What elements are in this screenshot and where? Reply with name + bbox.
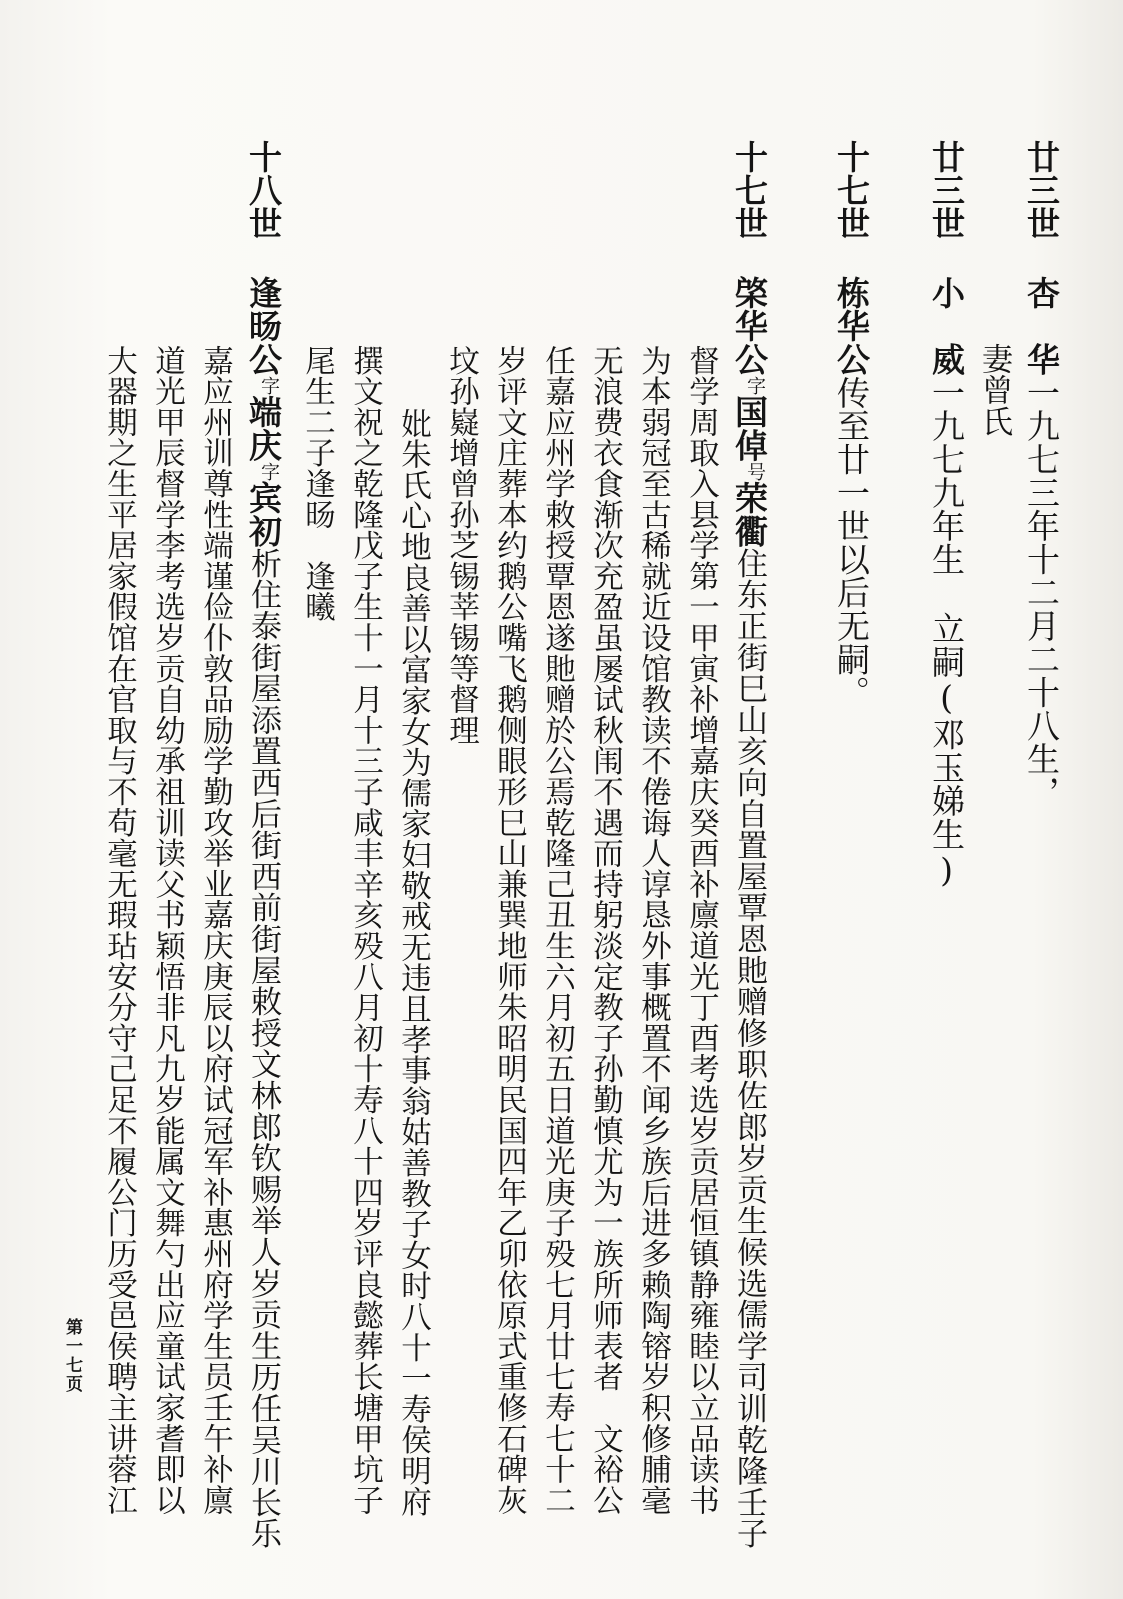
entry-4-art-name: 荣衢 (730, 481, 769, 548)
entry-5-column-4 (101, 345, 137, 1516)
entry-4-line-10: 尾生二子逢旸 逢曦 (299, 345, 335, 623)
entry-5-column-2 (197, 345, 233, 1516)
entry-3-column (832, 140, 871, 709)
entry-5-generation: 十八世 (244, 140, 283, 240)
entry-4-column-1 (730, 140, 769, 1550)
entry-5-line-1: 析住泰街屋添置西后街西前街屋敕授文林郎钦赐举人岁贡生历任吴川长乐 (245, 547, 281, 1550)
entry-4-line-5: 任嘉应州学敕授覃恩遂貤赠於公焉乾隆己丑生六月初五日道光庚子殁七月廿七寿七十二 (539, 345, 575, 1516)
entry-4-courtesy-name: 国倬 (730, 395, 769, 462)
entry-5-hao-label: 字 (258, 461, 280, 482)
entry-4-column-3 (635, 345, 671, 1516)
entry-4-name: 棨华公 (730, 275, 769, 376)
entry-1-wife: 妻曾氏 (976, 343, 1012, 437)
page-number: 第一七页 (62, 1318, 82, 1394)
entry-5-line-3: 道光甲辰督学李考选岁贡自幼承祖训读父书颖悟非凡九岁能属文舞勺出应童试家耆即以 (149, 345, 185, 1516)
entry-4-hao-label: 号 (744, 461, 766, 482)
entry-4-line-2: 督学周取入县学第一甲寅补增嘉庆癸酉补廪道光丁酉考选岁贡居恒镇静雍睦以立品读书 (683, 345, 719, 1516)
entry-4-column-9 (347, 345, 383, 1516)
entry-3-generation: 十七世 (832, 140, 871, 240)
entry-2-name: 小 威 (927, 275, 966, 376)
entry-4-line-7: 坟孙嶷增曾孙芝锡莘锡等督理 (443, 345, 479, 746)
entry-2-column (927, 140, 966, 891)
entry-5-courtesy-name: 端庆 (244, 395, 283, 462)
entry-5-column-3 (149, 345, 185, 1516)
entry-5-column-1 (244, 140, 283, 1550)
entry-5-zi-label: 字 (258, 375, 280, 396)
entry-3-name: 栋华公 (832, 275, 871, 376)
entry-2-adoption: 立嗣(邓玉娣生) (927, 611, 966, 891)
entry-4-line-3: 为本弱冠至古稀就近设馆教读不倦诲人谆恳外事概置不闻乡族后进多赖陶镕岁积修脯毫 (635, 345, 671, 1516)
entry-4-column-10 (299, 345, 335, 623)
entry-4-column-6 (491, 345, 527, 1516)
entry-4-generation: 十七世 (730, 140, 769, 240)
entry-1-wife-column (976, 343, 1012, 437)
entry-1-generation: 廿三世 (1022, 140, 1061, 240)
entry-1-column (1022, 140, 1061, 809)
entry-5-line-4: 大器期之生平居家假馆在官取与不苟毫无瑕玷安分守己足不履公门历受邑侯聘主讲蓉江 (101, 345, 137, 1516)
entry-5-art-name: 宾初 (244, 481, 283, 548)
entry-4-column-4 (587, 345, 623, 1516)
entry-4-line-6: 岁评文庄葬本约鹅公嘴飞鹅侧眼形巳山兼巽地师朱昭明民国四年乙卯依原式重修石碑灰 (491, 345, 527, 1516)
entry-4-column-8 (395, 408, 431, 1517)
entry-1-text: 一九七三年十二月二十八生， (1022, 375, 1061, 809)
entry-4-column-2 (683, 345, 719, 1516)
entry-1-name: 杏 华 (1022, 275, 1061, 376)
entry-5-name: 逢旸公 (244, 275, 283, 376)
entry-4-line-8: 妣朱氏心地良善以富家女为儒家妇敬戒无违且孝事翁姑善教子女时八十一寿侯明府 (395, 408, 431, 1517)
entry-4-line-4: 无浪费衣食渐次充盈虽屡试秋闱不遇而持躬淡定教子孙勤慎尤为一族所师表者 文裕公 (587, 345, 623, 1516)
entry-2-text: 一九七九年生 (927, 375, 966, 576)
entry-4-column-5 (539, 345, 575, 1516)
entry-4-line-9: 撰文祝之乾隆戊子生十一月十三子咸丰辛亥殁八月初十寿八十四岁评良懿葬长塘甲坑子 (347, 345, 383, 1516)
entry-3-text: 传至廿一世以后无嗣。 (832, 375, 871, 709)
entry-4-column-7 (443, 345, 479, 746)
entry-4-line-1: 住东正街巳山亥向自置屋覃恩貤赠修职佐郎岁贡生候选儒学司训乾隆壬子 (731, 547, 767, 1550)
entry-4-zi-label: 字 (744, 375, 766, 396)
entry-2-generation: 廿三世 (927, 140, 966, 240)
entry-5-line-2: 嘉应州训尊性端谨俭仆敦品励学勤攻举业嘉庆庚辰以府试冠军补惠州府学生员壬午补廪 (197, 345, 233, 1516)
